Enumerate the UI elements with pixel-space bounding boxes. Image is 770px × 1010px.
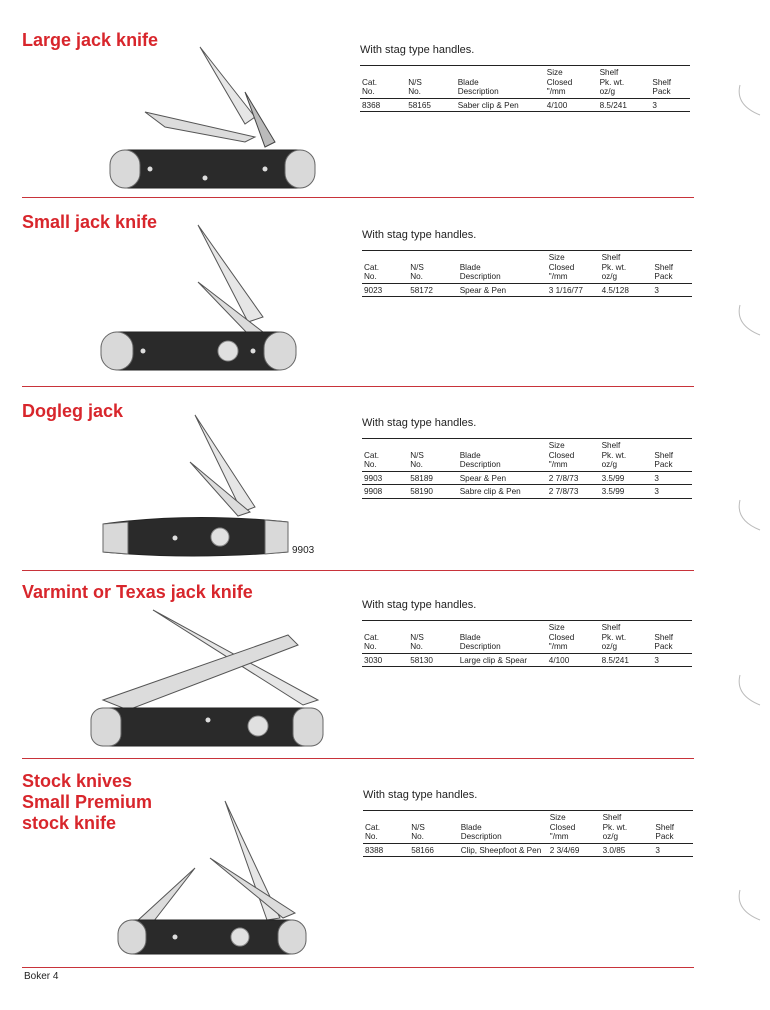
header-weight: Shelf Pk. wt. oz/g bbox=[598, 66, 651, 98]
cell-size: 2 3/4/69 bbox=[548, 843, 601, 857]
product-table-block bbox=[360, 44, 690, 112]
cell-ns-no: 58172 bbox=[408, 283, 458, 297]
table-header-row bbox=[360, 66, 690, 98]
header-blade: Blade Description bbox=[458, 251, 547, 283]
header-ns-no: N/S No. bbox=[408, 439, 458, 471]
cell-blade: Spear & Pen bbox=[458, 471, 547, 485]
product-subtitle: With stag type handles. bbox=[362, 229, 477, 241]
cell-ns-no: 58189 bbox=[408, 471, 458, 485]
header-pack: Shelf Pack bbox=[652, 621, 692, 653]
section-divider bbox=[22, 197, 694, 198]
knife-image-large-jack bbox=[105, 42, 330, 192]
header-cat-no: Cat. No. bbox=[362, 251, 408, 283]
product-subtitle: With stag type handles. bbox=[363, 789, 478, 801]
cell-pack: 3 bbox=[652, 485, 692, 499]
header-ns-no: N/S No. bbox=[406, 66, 456, 98]
cell-weight: 8.5/241 bbox=[598, 98, 651, 112]
cell-blade: Saber clip & Pen bbox=[456, 98, 545, 112]
header-pack: Shelf Pack bbox=[653, 811, 693, 843]
header-blade: Blade Description bbox=[458, 439, 547, 471]
header-ns-no: N/S No. bbox=[409, 811, 459, 843]
cell-ns-no: 58190 bbox=[408, 485, 458, 499]
cell-size: 2 7/8/73 bbox=[547, 471, 600, 485]
section-title: Stock knives Small Premium stock knife bbox=[22, 771, 153, 833]
cell-cat-no: 9023 bbox=[362, 283, 408, 297]
table-header-row bbox=[362, 251, 692, 283]
cell-weight: 3.5/99 bbox=[600, 471, 653, 485]
page-footer: Boker 4 bbox=[24, 971, 59, 982]
section-divider bbox=[22, 758, 694, 759]
table-row bbox=[363, 843, 693, 857]
header-size: Size Closed "/mm bbox=[547, 251, 600, 283]
section-title: Small jack knife bbox=[22, 212, 158, 232]
knife-image-stock-knife bbox=[115, 798, 310, 958]
product-table-block bbox=[362, 599, 692, 667]
binder-hole-mark bbox=[730, 80, 770, 120]
header-blade: Blade Description bbox=[458, 621, 547, 653]
section-title: Large jack knife bbox=[22, 30, 159, 50]
cell-cat-no: 8388 bbox=[363, 843, 409, 857]
cell-pack: 3 bbox=[652, 471, 692, 485]
table-header-row bbox=[363, 811, 693, 843]
cell-ns-no: 58130 bbox=[408, 653, 458, 667]
header-pack: Shelf Pack bbox=[650, 66, 690, 98]
cell-pack: 3 bbox=[652, 283, 692, 297]
product-table-block bbox=[362, 417, 692, 499]
knife-image-dogleg-jack bbox=[100, 412, 292, 562]
section-divider bbox=[22, 570, 694, 571]
binder-hole-mark bbox=[730, 670, 770, 710]
product-table-block bbox=[362, 229, 692, 297]
table-row bbox=[362, 653, 692, 667]
product-table bbox=[363, 811, 693, 857]
cell-size: 4/100 bbox=[547, 653, 600, 667]
cell-cat-no: 3030 bbox=[362, 653, 408, 667]
header-blade: Blade Description bbox=[459, 811, 548, 843]
header-cat-no: Cat. No. bbox=[360, 66, 406, 98]
binder-hole-mark bbox=[730, 495, 770, 535]
header-cat-no: Cat. No. bbox=[363, 811, 409, 843]
table-row bbox=[362, 283, 692, 297]
table-header-row bbox=[362, 439, 692, 471]
cell-cat-no: 8368 bbox=[360, 98, 406, 112]
header-cat-no: Cat. No. bbox=[362, 621, 408, 653]
binder-hole-mark bbox=[730, 885, 770, 925]
header-pack: Shelf Pack bbox=[652, 439, 692, 471]
cell-size: 4/100 bbox=[545, 98, 598, 112]
cell-blade: Sabre clip & Pen bbox=[458, 485, 547, 499]
section-title: Dogleg jack bbox=[22, 401, 124, 421]
header-weight: Shelf Pk. wt. oz/g bbox=[600, 439, 653, 471]
product-table bbox=[362, 621, 692, 667]
knife-image-small-jack bbox=[98, 222, 303, 372]
header-ns-no: N/S No. bbox=[408, 621, 458, 653]
header-size: Size Closed "/mm bbox=[545, 66, 598, 98]
header-cat-no: Cat. No. bbox=[362, 439, 408, 471]
cell-pack: 3 bbox=[653, 843, 693, 857]
section-title: Varmint or Texas jack knife bbox=[22, 582, 253, 602]
product-subtitle: With stag type handles. bbox=[362, 417, 477, 429]
cell-pack: 3 bbox=[650, 98, 690, 112]
header-weight: Shelf Pk. wt. oz/g bbox=[600, 251, 653, 283]
cell-pack: 3 bbox=[652, 653, 692, 667]
footer-rule bbox=[22, 967, 694, 968]
header-size: Size Closed "/mm bbox=[547, 621, 600, 653]
cell-ns-no: 58165 bbox=[406, 98, 456, 112]
product-table bbox=[360, 66, 690, 112]
binder-hole-mark bbox=[730, 300, 770, 340]
product-subtitle: With stag type handles. bbox=[362, 599, 477, 611]
header-weight: Shelf Pk. wt. oz/g bbox=[600, 621, 653, 653]
product-table bbox=[362, 251, 692, 297]
cell-size: 2 7/8/73 bbox=[547, 485, 600, 499]
cell-blade: Large clip & Spear bbox=[458, 653, 547, 667]
header-size: Size Closed "/mm bbox=[548, 811, 601, 843]
table-row bbox=[360, 98, 690, 112]
section-divider bbox=[22, 386, 694, 387]
header-ns-no: N/S No. bbox=[408, 251, 458, 283]
cell-weight: 3.0/85 bbox=[601, 843, 654, 857]
cell-cat-no: 9903 bbox=[362, 471, 408, 485]
product-table-block bbox=[363, 789, 693, 857]
cell-weight: 4.5/128 bbox=[600, 283, 653, 297]
table-row bbox=[362, 485, 692, 499]
cell-size: 3 1/16/77 bbox=[547, 283, 600, 297]
header-pack: Shelf Pack bbox=[652, 251, 692, 283]
product-subtitle: With stag type handles. bbox=[360, 44, 475, 56]
header-blade: Blade Description bbox=[456, 66, 545, 98]
knife-image-varmint-jack bbox=[88, 605, 328, 750]
cell-ns-no: 58166 bbox=[409, 843, 459, 857]
table-row bbox=[362, 471, 692, 485]
knife-caption: 9903 bbox=[292, 545, 315, 556]
cell-blade: Clip, Sheepfoot & Pen bbox=[459, 843, 548, 857]
cell-weight: 3.5/99 bbox=[600, 485, 653, 499]
cell-cat-no: 9908 bbox=[362, 485, 408, 499]
table-header-row bbox=[362, 621, 692, 653]
product-table bbox=[362, 439, 692, 499]
cell-blade: Spear & Pen bbox=[458, 283, 547, 297]
header-size: Size Closed "/mm bbox=[547, 439, 600, 471]
cell-weight: 8.5/241 bbox=[600, 653, 653, 667]
header-weight: Shelf Pk. wt. oz/g bbox=[601, 811, 654, 843]
